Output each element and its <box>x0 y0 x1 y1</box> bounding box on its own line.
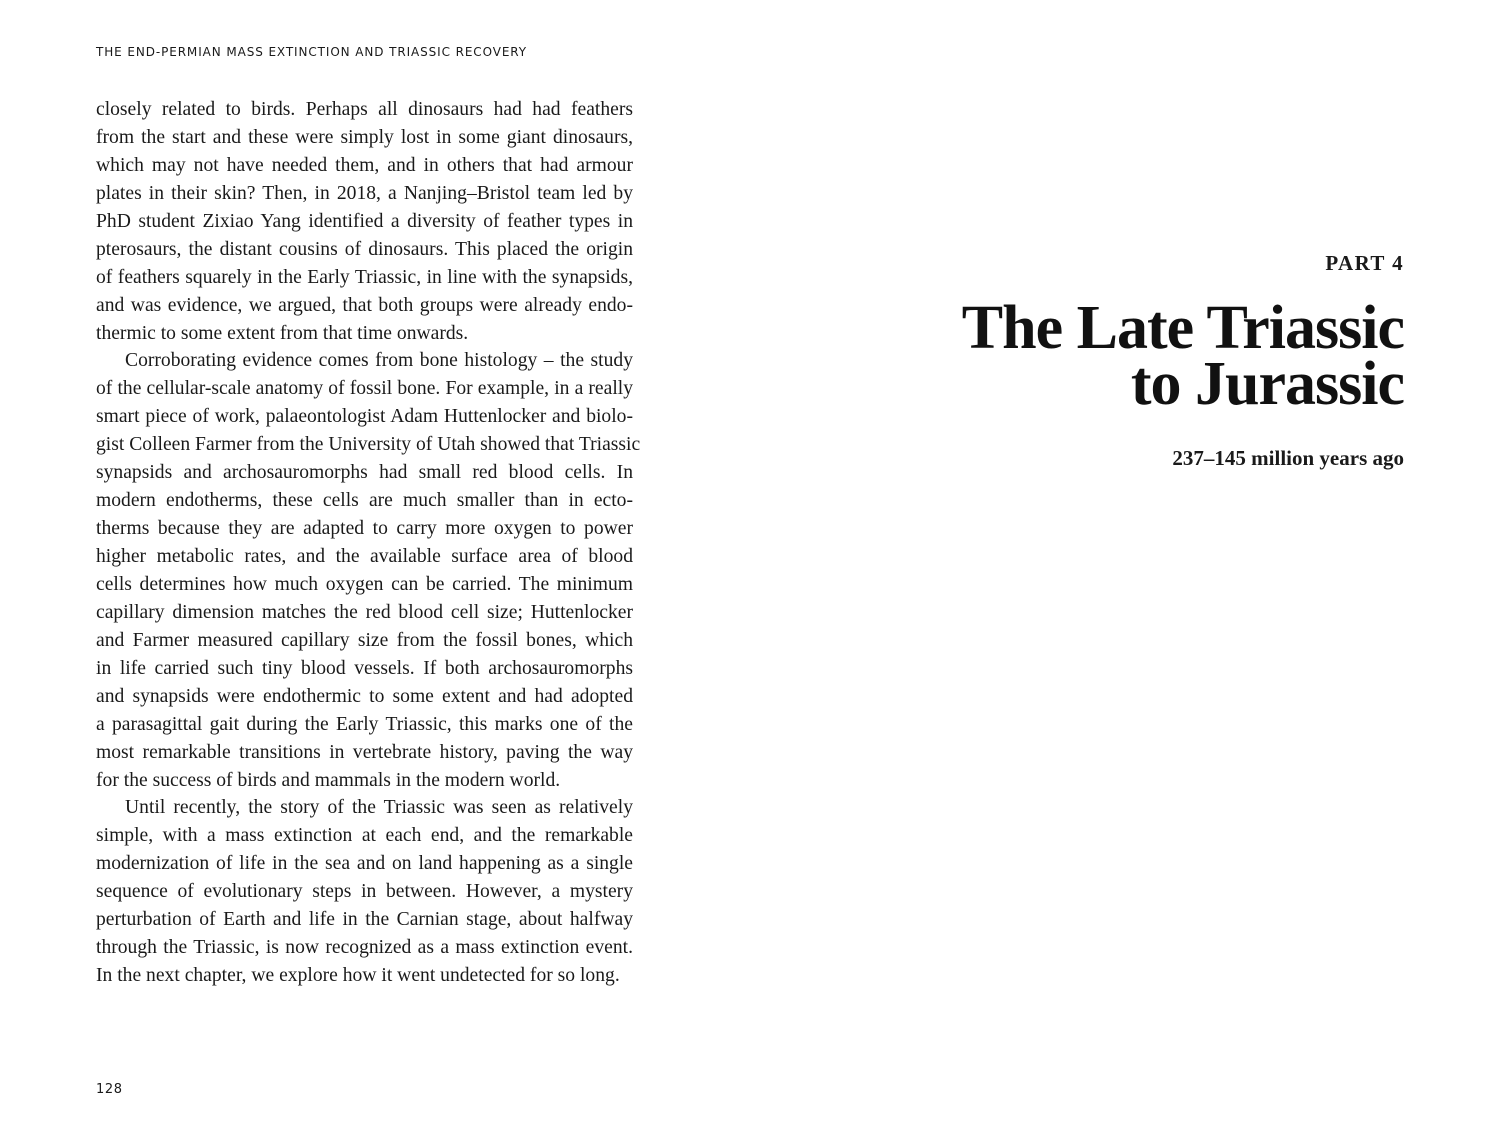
text-line: simple, with a mass extinction at each end, and the remarkable <box>96 825 633 847</box>
text-line: higher metabolic rates, and the available surface area of blood <box>96 546 633 567</box>
text-line: of the cellular-scale anatomy of fossil bone. For example, in a really <box>96 378 633 400</box>
text-line: through the Triassic, is now recognized as a mass extinction event. <box>96 937 633 959</box>
text-line: In the next chapter, we explore how it went undetected for so long. <box>96 965 620 987</box>
text-line: and was evidence, we argued, that both groups were already endo- <box>96 294 633 316</box>
part-date-range: 237–145 million years ago <box>1172 446 1404 470</box>
text-line: modernization of life in the sea and on land happening as a single <box>96 853 633 875</box>
paragraph <box>96 794 633 990</box>
text-line: which may not have needed them, and in others that had armour <box>96 154 633 176</box>
text-line: for the success of birds and mammals in the modern world. <box>96 769 561 791</box>
text-line: sequence of evolutionary steps in between. However, a mystery <box>96 881 633 903</box>
text-line: Until recently, the story of the Triassic was seen as relatively <box>125 797 633 819</box>
text-line: cells determines how much oxygen can be carried. The minimum <box>96 573 633 595</box>
body-text <box>96 96 641 990</box>
part-label: PART 4 <box>1325 251 1404 275</box>
text-line: from the start and these were simply lost in some giant dinosaurs, <box>96 126 633 148</box>
text-line: pterosaurs, the distant cousins of dinosaurs. This placed the origin <box>96 238 633 260</box>
text-line: thermic to some extent from that time onwards. <box>96 322 469 344</box>
text-line: in life carried such tiny blood vessels. If both archosauromorphs <box>96 657 633 679</box>
paragraph <box>96 96 633 347</box>
text-line: closely related to birds. Perhaps all dinosaurs had had feathers <box>96 99 633 120</box>
text-line: Corroborating evidence comes from bone histology – the study <box>125 350 633 372</box>
text-line: synapsids and archosauromorphs had small red blood cells. In <box>96 462 633 484</box>
text-line: plates in their skin? Then, in 2018, a Nanjing–Bristol team led by <box>96 182 633 204</box>
part-title <box>804 294 1404 418</box>
text-line: smart piece of work, palaeontologist Adam Huttenlocker and biolo- <box>96 406 633 428</box>
text-line: modern endotherms, these cells are much smaller than in ecto- <box>96 490 633 512</box>
text-line: gist Colleen Farmer from the University of Utah showed that Triassic <box>96 434 641 456</box>
text-line: and synapsids were endothermic to some extent and had adopted <box>96 685 633 707</box>
text-line: of feathers squarely in the Early Triassic, in line with the synapsids, <box>96 266 633 288</box>
text-line: PhD student Zixiao Yang identified a diversity of feather types in <box>96 210 633 232</box>
part-title-line-1: The Late Triassic <box>961 294 1404 362</box>
paragraph <box>96 347 641 794</box>
text-line: capillary dimension matches the red blood cell size; Huttenlocker <box>96 601 633 623</box>
text-line: perturbation of Earth and life in the Carnian stage, about halfway <box>96 909 633 931</box>
running-head: THE END-PERMIAN MASS EXTINCTION AND TRIASSIC RECOVERY <box>96 45 528 59</box>
part-title-line-2: to Jurassic <box>1130 350 1404 418</box>
text-line: most remarkable transitions in vertebrate history, paving the way <box>96 741 633 763</box>
page-number: 128 <box>96 1082 123 1097</box>
text-line: and Farmer measured capillary size from the fossil bones, which <box>96 629 633 651</box>
text-line: a parasagittal gait during the Early Triassic, this marks one of the <box>96 713 633 735</box>
text-line: therms because they are adapted to carry more oxygen to power <box>96 518 633 540</box>
